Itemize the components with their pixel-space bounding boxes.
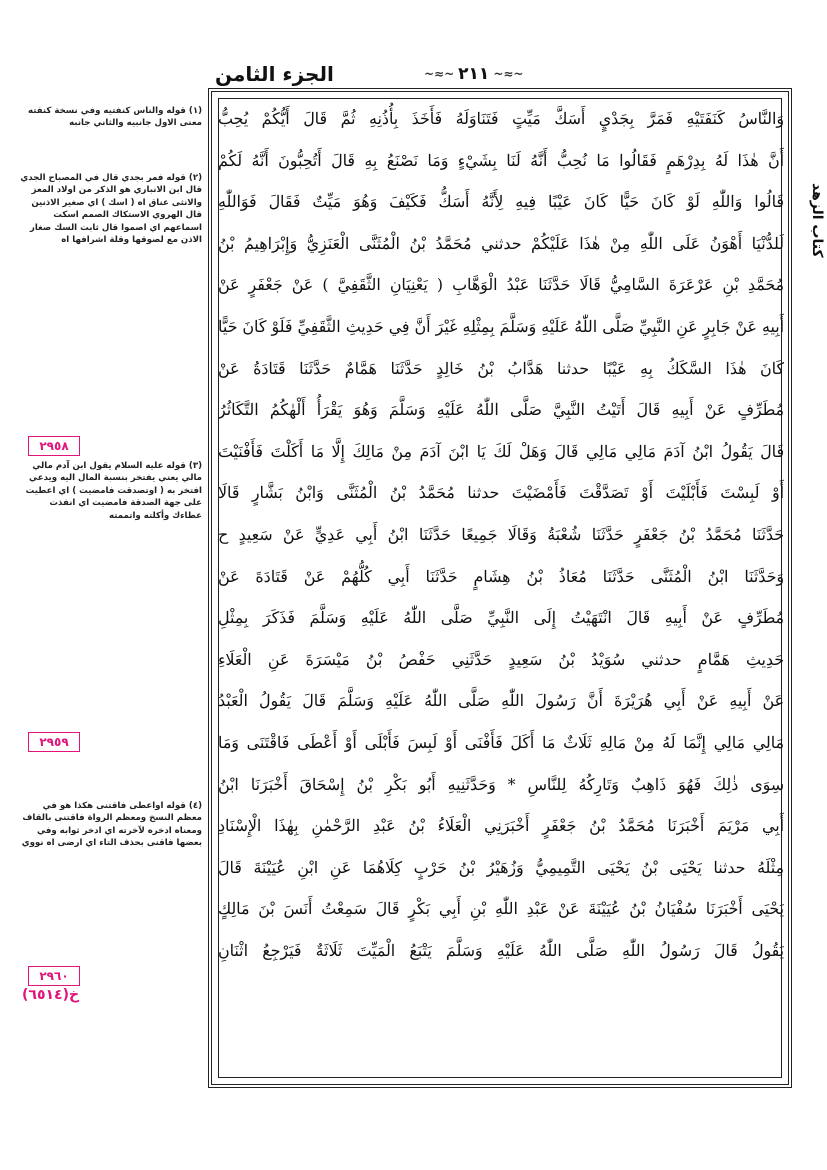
main-line-14: حَدِيثِ هَمَّامٍ حدثني سُوَيْدُ بْنُ سَعِيدٍ حَدَّثَنِي حَفْصُ بْنُ مَيْسَرَةَ عَنِ الْعَلَاءِ [218,649,784,669]
main-line-2: أَنَّ هٰذَا لَهُ بِدِرْهَمٍ فَقَالُوا مَا نُحِبُّ أَنَّهُ لَنَا بِشَيْءٍ وَمَا نَصْنَعُ بِهِ قَالَ أَتُحِبُّونَ أَنَّهُ لَكُمْ [218,150,784,170]
main-line-6: أَبِيهِ عَنْ جَابِرٍ عَنِ النَّبِيِّ صَلَّى اللّٰهُ عَلَيْهِ وَسَلَّمَ بِمِثْلِهِ غَيْرَ أَنَّ فِي حَدِيثِ الثَّقَفِيِّ فَلَوْ كَانَ حَيًّا [218,316,784,336]
main-line-21: يَقُولُ قَالَ رَسُولُ اللّٰهِ صَلَّى اللّٰهُ عَلَيْهِ وَسَلَّمَ يَتْبَعُ الْمَيِّتَ ثَلَاثَةٌ فَيَرْجِعُ اثْنَانِ [218,940,784,960]
main-line-13: مُطَرِّفٍ عَنْ أَبِيهِ قَالَ انْتَهَيْتُ إِلَى النَّبِيِّ صَلَّى اللّٰهُ عَلَيْهِ وَسَلَّمَ فَذَكَرَ بِمِثْلِ [218,608,784,628]
margin-note-1: (١) قوله والناس كنفتيه وفي نسخة كنفته معنى الاول جانبيه والثاني جانبه [28,106,202,129]
main-line-1: وَالنَّاسُ كَنَفَتَيْهِ فَمَرَّ بِجَدْيٍ أَسَكَّ مَيِّتٍ فَتَنَاوَلَهُ فَأَخَذَ بِأُذُنِهِ ثُمَّ قَالَ أَيُّكُمْ يُحِبُّ [218,109,784,128]
side-title: كتاب الزهد [809,182,825,258]
margin-note-3: (٣) قوله عليه السلام يقول ابن آدم مالي مالي يعني يفتخر بنسبة المال اليه ويدعي افتخر به ( اوتصدقت فامضيت ) اي اعطيت على جهة الصدقة فامضيت اي انفذت عطاءك وأكلته واتممته [25,461,202,521]
main-line-18: أَبِي مَرْيَمَ أَخْبَرَنَا مُحَمَّدُ بْنُ جَعْفَرٍ أَخْبَرَنِي الْعَلَاءُ بْنُ عَبْدِ الرَّحْمٰنِ بِهٰذَا الْإِسْنَادِ [218,816,784,836]
hadith-number-2958: ٢٩٥٨ [28,436,80,456]
main-line-9: قَالَ يَقُولُ ابْنُ آدَمَ مَالِي مَالِي قَالَ وَهَلْ لَكَ يَا ابْنَ آدَمَ مِنْ مَالِكَ إِلَّا مَا أَكَلْتَ فَأَفْنَيْتَ [218,441,784,461]
main-line-17: سِوَى ذٰلِكَ فَهُوَ ذَاهِبٌ وَتَارِكُهُ لِلنَّاسِ * وَحَدَّثَنِيهِ أَبُو بَكْرِ بْنُ إِسْحَاقَ أَخْبَرَنَا ابْنُ [218,774,784,794]
main-line-12: وَحَدَّثَنَا ابْنُ الْمُثَنَّى حَدَّثَنَا مُعَاذُ بْنُ هِشَامٍ حَدَّثَنَا أَبِي كُلُّهُمْ عَنْ قَتَادَةَ عَنْ [218,566,784,586]
main-text [218,98,784,1055]
page-title: الجزء الثامن [215,62,334,86]
main-line-15: عَنْ أَبِيهِ عَنْ أَبِي هُرَيْرَةَ أَنَّ رَسُولَ اللّٰهِ صَلَّى اللّٰهُ عَلَيْهِ وَسَلَّمَ قَالَ يَقُولُ الْعَبْدُ [218,691,784,711]
main-line-11: حَدَّثَنَا مُحَمَّدُ بْنُ جَعْفَرٍ حَدَّثَنَا شُعْبَةُ وَقَالَا جَمِيعًا حَدَّثَنَا ابْنُ أَبِي عَدِيٍّ عَنْ سَعِيدٍ ح [218,524,784,544]
main-line-5: مُحَمَّدِ بْنِ عَرْعَرَةَ السَّامِيُّ قَالَا حَدَّثَنَا عَبْدُ الْوَهَّابِ ( يَعْنِيَانِ الثَّقَفِيَّ ) عَنْ جَعْفَرٍ عَنْ [218,275,784,295]
main-line-16: مَالِي مَالِي إِنَّمَا لَهُ مِنْ مَالِهِ ثَلَاثٌ مَا أَكَلَ فَأَفْنَى أَوْ لَبِسَ فَأَبْلَى أَوْ أَعْطَى فَاقْتَنَى وَمَا [218,732,784,752]
main-line-19: مِثْلَهُ حدثنا يَحْيَى بْنُ يَحْيَى التَّمِيمِيُّ وَزُهَيْرُ بْنُ حَرْبٍ كِلَاهُمَا عَنِ ابْنِ عُيَيْنَةَ قَالَ [218,857,784,877]
main-line-23 [218,1013,784,1055]
cross-reference: خ(٦٥١٤) [22,987,80,1003]
hadith-number-2959: ٢٩٥٩ [28,732,80,752]
hadith-number-2960: ٢٩٦٠ [28,966,80,986]
main-line-20: يَحْيَى أَخْبَرَنَا سُفْيَانُ بْنُ عُيَيْنَةَ عَنْ عَبْدِ اللّٰهِ بْنِ أَبِي بَكْرٍ قَالَ سَمِعْتُ أَنَسَ بْنَ مَالِكٍ [218,899,784,919]
main-line-3: قَالُوا وَاللّٰهِ لَوْ كَانَ حَيًّا كَانَ عَيْبًا فِيهِ لِأَنَّهُ أَسَكُّ فَكَيْفَ وَهُوَ مَيِّتٌ فَقَالَ فَوَاللّٰهِ [218,192,784,212]
page-number: ~≈~ ٢١١ ~≈~ [420,64,527,84]
margin-note-4: (٤) قوله اواعطى فاقتنى هكذا هو في معظم النسخ ومعظم الرواة فاقتنى بالقاف ومعناه ادخره لآخرته اي ادخر ثوابه وفي بعضها فاقنى بحذف التاء اي ارضى اه نووي [21,801,202,849]
main-line-4: لَلدُّنْيَا أَهْوَنُ عَلَى اللّٰهِ مِنْ هٰذَا عَلَيْكُمْ حدثني مُحَمَّدُ بْنُ الْمُثَنَّى الْعَنَزِيُّ وَإِبْرَاهِيمُ بْنُ [218,233,784,253]
main-line-7: كَانَ هٰذَا السَّكَكُ بِهِ عَيْبًا حدثنا هَدَّابُ بْنُ خَالِدٍ حَدَّثَنَا هَمَّامٌ حَدَّثَنَا قَتَادَةُ عَنْ [218,358,784,378]
main-line-10: أَوْ لَبِسْتَ فَأَبْلَيْتَ أَوْ تَصَدَّقْتَ فَأَمْضَيْتَ حدثنا مُحَمَّدُ بْنُ الْمُثَنَّى وَابْنُ بَشَّارٍ قَالَا [218,483,784,503]
main-line-22 [218,971,784,1013]
margin-note-2: (٢) قوله فمر بجدي قال في المصباح الجدي قال ابن الانباري هو الذكر من اولاد المعز والانثى عناق اه ( اسك ) اي صغير الاذنين قال الهروي الاستكاك الصمم اسكت اسماعهم اي اصموا قال ثابت السك صغار الاذن مع لصوقها وقلة اشرافها اه [20,173,202,246]
main-line-8: مُطَرِّفٍ عَنْ أَبِيهِ قَالَ أَتَيْتُ النَّبِيَّ صَلَّى اللّٰهُ عَلَيْهِ وَسَلَّمَ وَهُوَ يَقْرَأُ أَلْهٰكُمُ التَّكَاثُرُ [218,400,784,420]
